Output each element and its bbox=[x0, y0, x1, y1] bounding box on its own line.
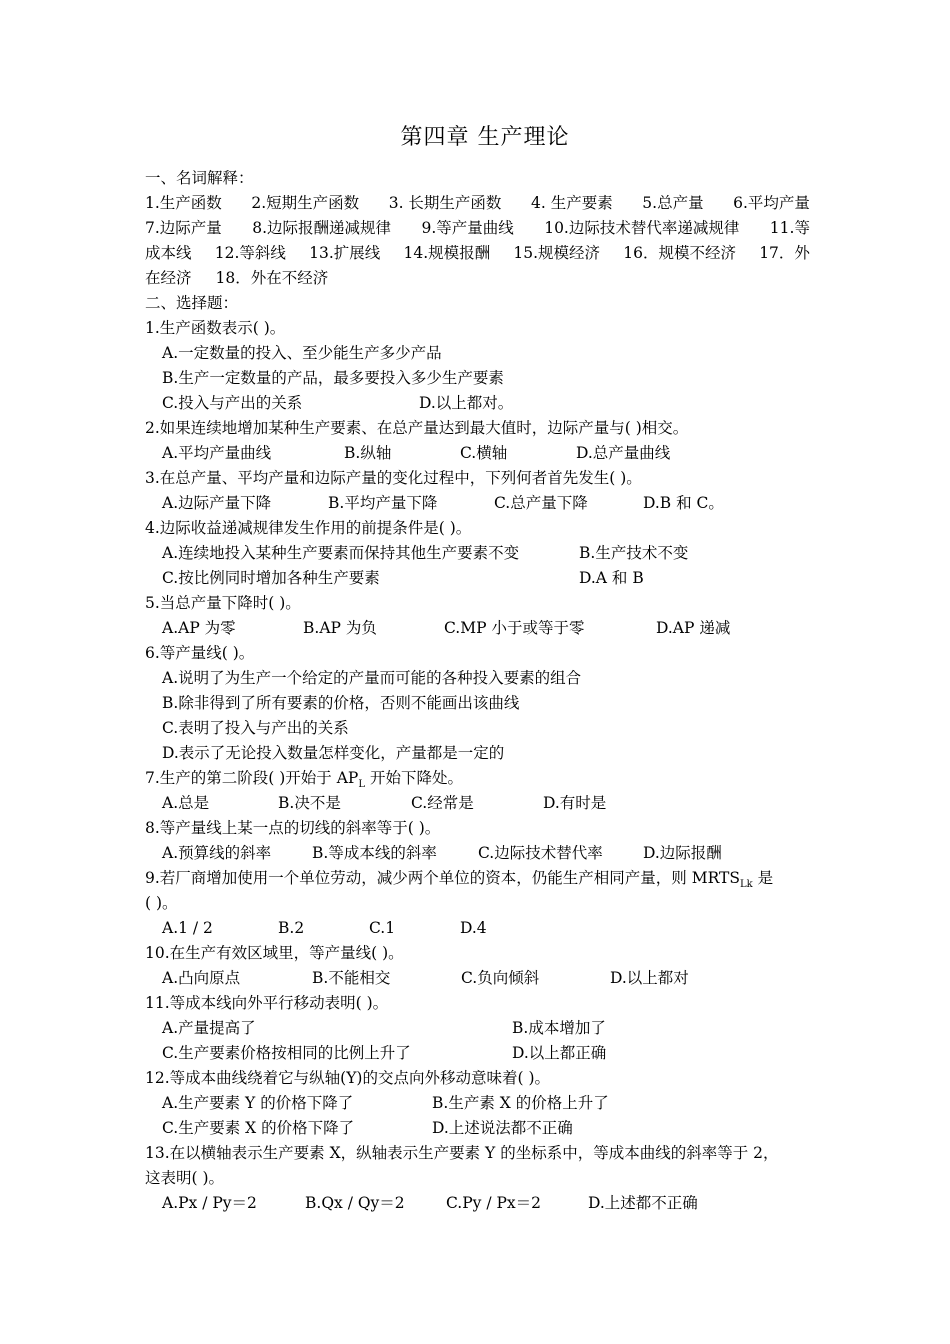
q1-option-d: D.以上都对。 bbox=[419, 394, 514, 412]
q2-option-a: A.平均产量曲线 bbox=[162, 444, 272, 462]
q4-option-d: D.A 和 B bbox=[579, 569, 644, 587]
term: 13.扩展线 bbox=[309, 244, 381, 262]
q11-options-cd bbox=[162, 1041, 827, 1066]
q7-option-d: D.有时是 bbox=[543, 794, 607, 812]
terms-line-4 bbox=[145, 266, 810, 291]
q4-option-b: B.生产技术不变 bbox=[579, 544, 689, 562]
q8-option-c: C.边际技术替代率 bbox=[478, 844, 603, 862]
q10-option-a: A.凸向原点 bbox=[162, 969, 241, 987]
q13-option-a: A.Px / Py＝2 bbox=[162, 1194, 257, 1212]
section1-heading: 一、名词解释： bbox=[145, 169, 254, 187]
q10-option-d: D.以上都对 bbox=[610, 969, 689, 987]
q12-option-d: D.上述说法都不正确 bbox=[432, 1119, 573, 1137]
q1-option-a: A.一定数量的投入、至少能生产多少产品 bbox=[162, 344, 442, 362]
q7-stem-tail: 开始下降处。 bbox=[365, 769, 463, 787]
q13-option-d: D.上述都不正确 bbox=[588, 1194, 698, 1212]
term: 2.短期生产函数 bbox=[251, 194, 360, 212]
q10-option-b: B.不能相交 bbox=[312, 969, 391, 987]
q5-option-c: C.MP 小于或等于零 bbox=[444, 619, 585, 637]
q12-options-cd bbox=[162, 1116, 827, 1141]
q1-options-cd bbox=[162, 391, 827, 416]
q4-stem: 4.边际收益递减规律发生作用的前提条件是( )。 bbox=[145, 519, 472, 537]
q12-options-ab bbox=[162, 1091, 827, 1116]
term: 6.平均产量 bbox=[733, 194, 810, 212]
q3-stem: 3.在总产量、平均产量和边际产量的变化过程中，下列何者首先发生( )。 bbox=[145, 469, 642, 487]
q9-option-d: D.4 bbox=[460, 919, 487, 937]
q2-option-b: B.纵轴 bbox=[344, 444, 392, 462]
q7-option-a: A.总是 bbox=[162, 794, 210, 812]
q12-option-b: B.生产素 X 的价格上升了 bbox=[432, 1094, 609, 1112]
q4-option-a: A.连续地投入某种生产要素而保持其他生产要素不变 bbox=[162, 544, 520, 562]
q9-stem-subscript: Lk bbox=[739, 879, 753, 890]
q10-stem: 10.在生产有效区域里，等产量线( )。 bbox=[145, 944, 404, 962]
q8-stem: 8.等产量线上某一点的切线的斜率等于( )。 bbox=[145, 819, 441, 837]
q11-options-ab bbox=[162, 1016, 827, 1041]
term: 3. 长期生产函数 bbox=[388, 194, 502, 212]
q11-stem: 11.等成本线向外平行移动表明( )。 bbox=[145, 994, 389, 1012]
term: 16．规模不经济 bbox=[623, 244, 736, 262]
q9-options bbox=[162, 916, 827, 941]
term: 成本线 bbox=[145, 244, 192, 262]
q11-option-a: A.产量提高了 bbox=[162, 1019, 256, 1037]
q9-stem-text: 9.若厂商增加使用一个单位劳动，减少两个单位的资本，仍能生产相同产量，则 MRTS bbox=[145, 869, 740, 887]
q1-stem: 1.生产函数表示( )。 bbox=[145, 319, 286, 337]
term: 17．外 bbox=[759, 244, 810, 262]
q9-stem bbox=[145, 866, 810, 891]
term: 15.规模经济 bbox=[513, 244, 601, 262]
q7-stem-subscript: L bbox=[358, 779, 366, 790]
q10-option-c: C.负向倾斜 bbox=[461, 969, 540, 987]
q9-option-a: A.1 / 2 bbox=[162, 919, 213, 937]
q13-stem: 13.在以横轴表示生产要素 X，纵轴表示生产要素 Y 的坐标系中，等成本曲线的斜率等于 2， bbox=[145, 1144, 779, 1162]
q1-option-b: B.生产一定数量的产品，最多要投入多少生产要素 bbox=[162, 369, 504, 387]
q11-option-c: C.生产要素价格按相同的比例上升了 bbox=[162, 1044, 411, 1062]
q13-stem-cont: 这表明( )。 bbox=[145, 1169, 225, 1187]
term: 11.等 bbox=[769, 219, 810, 237]
q9-stem-tail: 是 bbox=[752, 869, 774, 887]
q8-option-b: B.等成本线的斜率 bbox=[312, 844, 437, 862]
q8-option-d: D.边际报酬 bbox=[643, 844, 722, 862]
term: 4. 生产要素 bbox=[531, 194, 613, 212]
q6-option-a: A.说明了为生产一个给定的产量而可能的各种投入要素的组合 bbox=[162, 669, 582, 687]
term: 在经济 bbox=[145, 269, 192, 287]
q9-option-b: B.2 bbox=[278, 919, 305, 937]
q4-options-ab bbox=[162, 541, 827, 566]
q3-option-d: D.B 和 C。 bbox=[643, 494, 724, 512]
q12-option-c: C.生产要素 X 的价格下降了 bbox=[162, 1119, 355, 1137]
q5-options bbox=[162, 616, 827, 641]
q3-option-b: B.平均产量下降 bbox=[328, 494, 438, 512]
term: 12.等斜线 bbox=[214, 244, 286, 262]
q4-options-cd bbox=[162, 566, 827, 591]
q9-stem-cont: ( )。 bbox=[145, 894, 178, 912]
q5-stem: 5.当总产量下降时( )。 bbox=[145, 594, 301, 612]
q6-option-c: C.表明了投入与产出的关系 bbox=[162, 719, 349, 737]
q11-option-b: B.成本增加了 bbox=[512, 1019, 606, 1037]
q4-option-c: C.按比例同时增加各种生产要素 bbox=[162, 569, 380, 587]
q2-option-d: D.总产量曲线 bbox=[576, 444, 671, 462]
term: 8.边际报酬递减规律 bbox=[252, 219, 392, 237]
q2-stem: 2.如果连续地增加某种生产要素、在总产量达到最大值时，边际产量与( )相交。 bbox=[145, 419, 689, 437]
q12-stem: 12.等成本曲线绕着它与纵轴(Y)的交点向外移动意味着( )。 bbox=[145, 1069, 550, 1087]
q2-option-c: C.横轴 bbox=[460, 444, 508, 462]
q13-option-c: C.Py / Px＝2 bbox=[446, 1194, 542, 1212]
terms-line-2 bbox=[145, 216, 810, 241]
q3-options bbox=[162, 491, 827, 516]
page-title: 第四章 生产理论 bbox=[400, 125, 570, 150]
q6-option-b: B.除非得到了所有要素的价格，否则不能画出该曲线 bbox=[162, 694, 520, 712]
q6-stem: 6.等产量线( )。 bbox=[145, 644, 255, 662]
term: 18．外在不经济 bbox=[215, 269, 329, 287]
term: 9.等产量曲线 bbox=[421, 219, 514, 237]
q10-options bbox=[162, 966, 827, 991]
q1-option-c: C.投入与产出的关系 bbox=[162, 394, 303, 412]
q7-options bbox=[162, 791, 827, 816]
q7-option-c: C.经常是 bbox=[411, 794, 474, 812]
q7-option-b: B.决不是 bbox=[278, 794, 341, 812]
q13-option-b: B.Qx / Qy＝2 bbox=[305, 1194, 405, 1212]
section2-heading: 二、选择题： bbox=[145, 294, 239, 312]
q5-option-d: D.AP 递减 bbox=[656, 619, 731, 637]
terms-line-1 bbox=[145, 191, 810, 216]
q8-options bbox=[162, 841, 827, 866]
term: 14.规模报酬 bbox=[403, 244, 491, 262]
q3-option-a: A.边际产量下降 bbox=[162, 494, 272, 512]
q2-options bbox=[162, 441, 827, 466]
term: 10.边际技术替代率递减规律 bbox=[544, 219, 740, 237]
q6-option-d: D.表示了无论投入数量怎样变化，产量都是一定的 bbox=[162, 744, 505, 762]
term: 7.边际产量 bbox=[145, 219, 222, 237]
terms-line-3 bbox=[145, 241, 810, 266]
q5-option-a: A.AP 为零 bbox=[162, 619, 236, 637]
q9-option-c: C.1 bbox=[369, 919, 396, 937]
term: 1.生产函数 bbox=[145, 194, 222, 212]
q13-options bbox=[162, 1191, 827, 1216]
q5-option-b: B.AP 为负 bbox=[303, 619, 377, 637]
q11-option-d: D.以上都正确 bbox=[512, 1044, 607, 1062]
q7-stem-text: 7.生产的第二阶段( )开始于 AP bbox=[145, 769, 359, 787]
q8-option-a: A.预算线的斜率 bbox=[162, 844, 272, 862]
q12-option-a: A.生产要素 Y 的价格下降了 bbox=[162, 1094, 354, 1112]
term: 5.总产量 bbox=[642, 194, 704, 212]
q7-stem bbox=[145, 766, 810, 791]
q3-option-c: C.总产量下降 bbox=[494, 494, 588, 512]
